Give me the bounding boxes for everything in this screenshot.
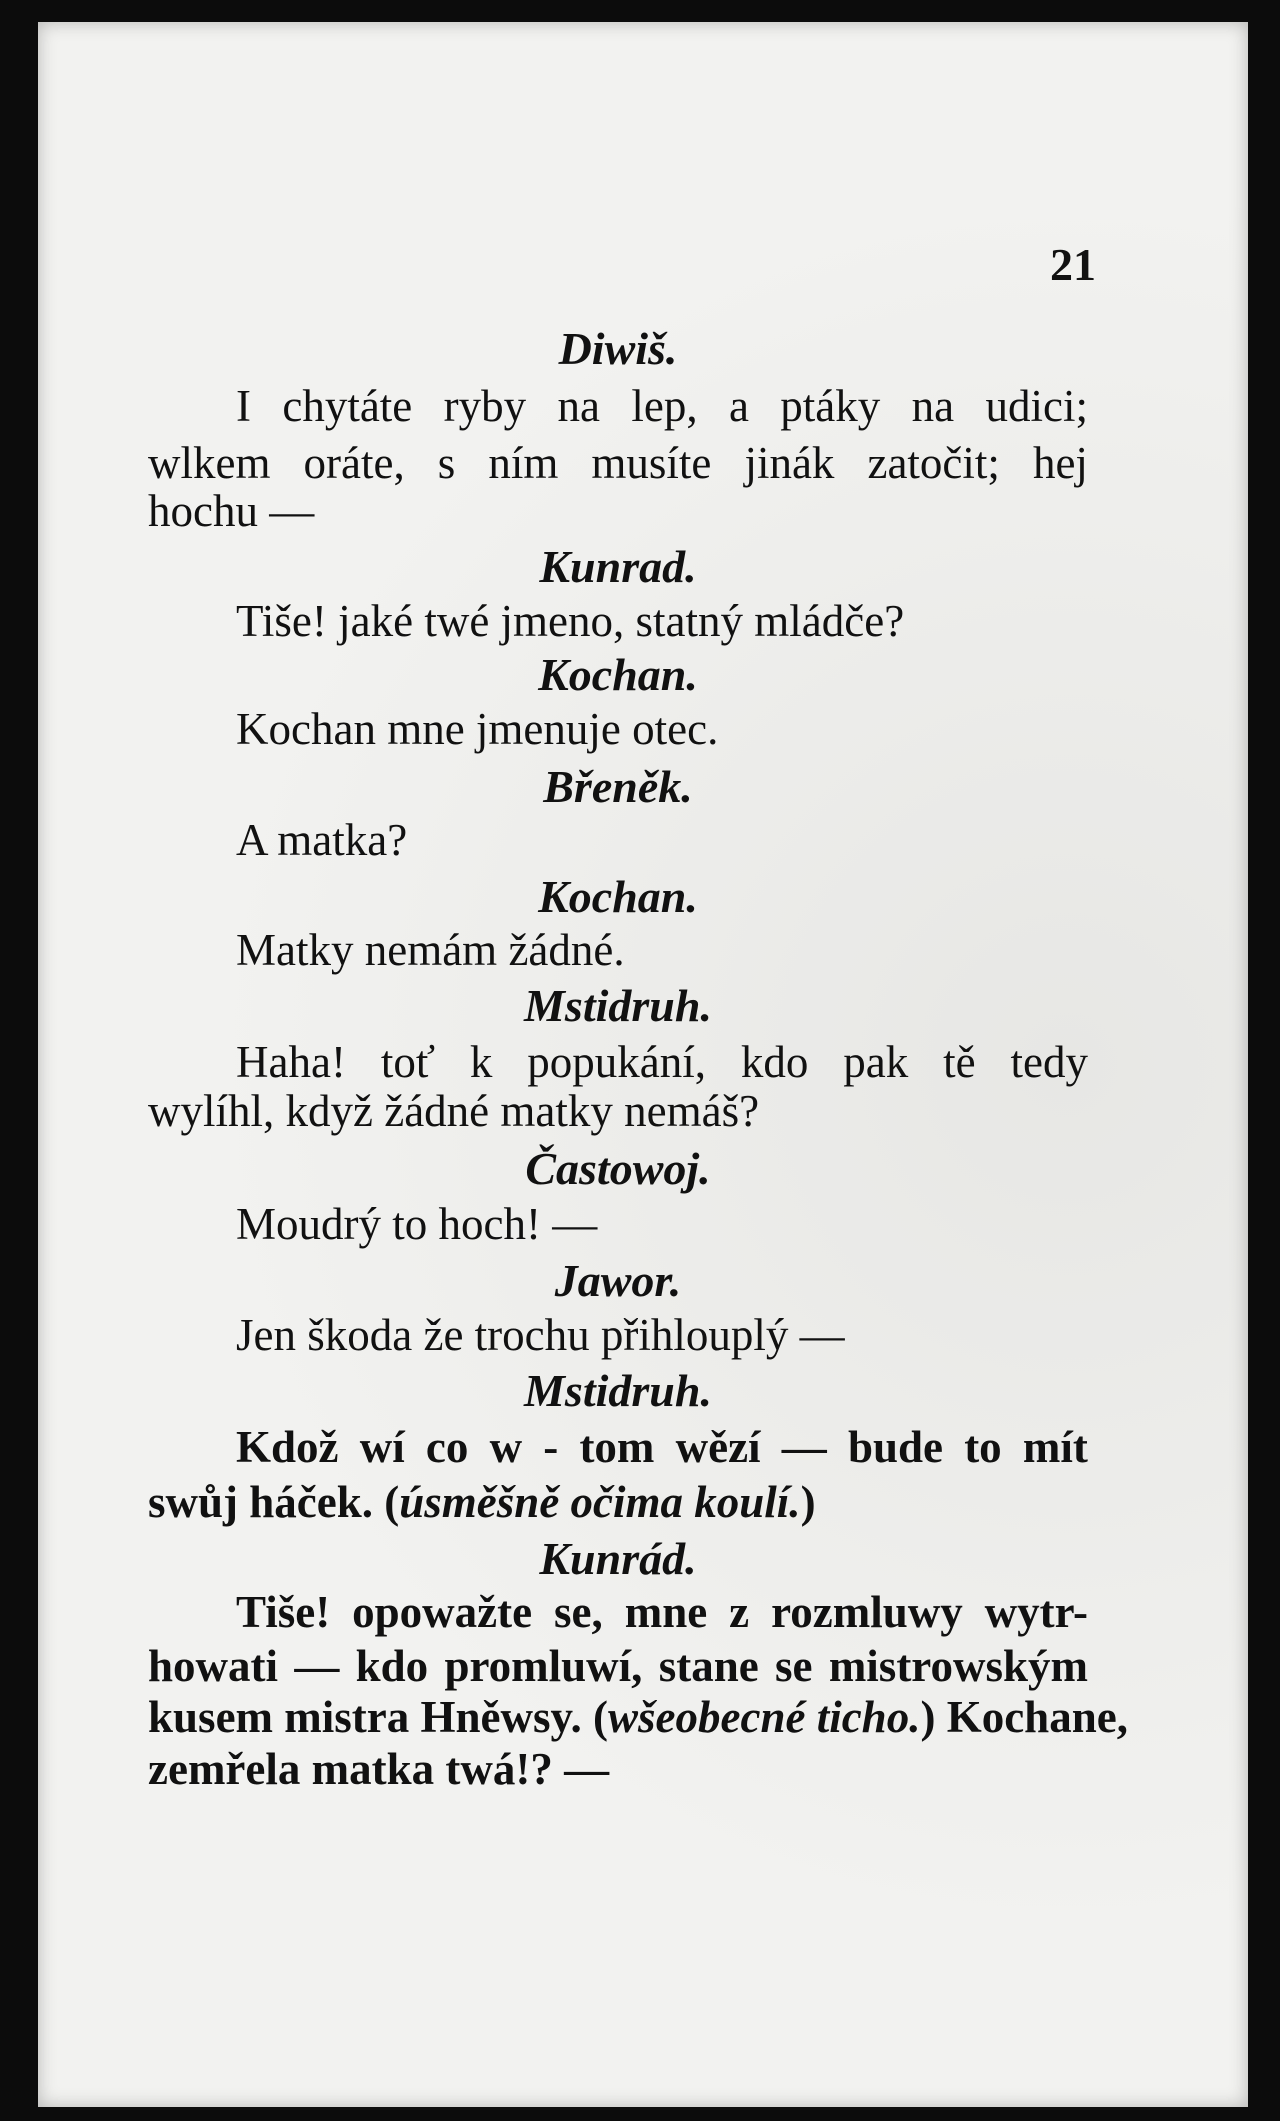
line-kochan-1: Kochan mne jmenuje otec.: [236, 704, 719, 754]
word: toť: [380, 1037, 436, 1087]
word: wytr-: [984, 1587, 1088, 1637]
word: musíte: [591, 438, 712, 488]
speaker-mstidruh: Mstidruh.: [524, 980, 712, 1031]
word: opowažte: [352, 1587, 533, 1637]
word: kdo: [355, 1641, 429, 1691]
word: ním: [488, 438, 559, 488]
word: w: [489, 1422, 523, 1472]
speaker-jawor: Jawor.: [554, 1255, 682, 1306]
line-diwis-2: [148, 438, 1088, 488]
word: tedy: [1010, 1037, 1088, 1087]
word: oráte,: [303, 438, 405, 488]
word: Kdož: [236, 1422, 339, 1472]
line-mstidruh-1: [236, 1037, 1088, 1087]
speaker-kunrad: Kunrád.: [539, 1533, 697, 1584]
word: a: [728, 381, 749, 431]
word: na: [557, 381, 600, 431]
speaker-kochan: Kochan.: [538, 871, 698, 922]
speaker-castowoj: Častowoj.: [525, 1143, 711, 1194]
word: promluwí,: [444, 1641, 643, 1691]
word: wí: [359, 1422, 405, 1472]
word: popukání,: [527, 1037, 707, 1087]
word: howati: [148, 1641, 279, 1691]
word: wězí: [675, 1422, 761, 1472]
word: kdo: [740, 1037, 809, 1087]
word: mne: [624, 1587, 708, 1637]
word: k: [469, 1037, 493, 1087]
word: Haha!: [236, 1037, 346, 1087]
stage-direction: úsměšně očima koulí.: [399, 1477, 801, 1527]
word: se: [775, 1641, 813, 1691]
line-jawor-1: Jen škoda že trochu přihlouplý —: [236, 1310, 845, 1360]
page-number: 21: [1050, 239, 1096, 290]
line-kunrad2-4: zemřela matka twá!? —: [148, 1744, 610, 1794]
word: ptáky: [780, 381, 881, 431]
word: s: [437, 438, 456, 488]
word: jinák: [744, 438, 835, 488]
line-diwis-3: hochu —: [148, 486, 315, 536]
word: se,: [554, 1587, 603, 1637]
word: mistrowským: [828, 1641, 1088, 1691]
word: stane: [658, 1641, 759, 1691]
word: udici;: [985, 381, 1088, 431]
word: rozmluwy: [771, 1587, 963, 1637]
word: -: [543, 1422, 559, 1472]
word: zatočit;: [867, 438, 1000, 488]
line-mstidruh-2: wylíhl, když žádné matky nemáš?: [148, 1086, 760, 1136]
line-kunrad2-3: kusem mistra Hněwsy. (wšeobecné ticho.) Kochane,: [148, 1692, 1128, 1742]
word: na: [911, 381, 955, 431]
word: hej: [1032, 438, 1088, 488]
line-kochan-2: Matky nemám žádné.: [236, 925, 625, 975]
line-brenek-1: A matka?: [236, 815, 408, 865]
word: wlkem: [148, 438, 271, 488]
speaker-brenek: Břeněk.: [543, 761, 693, 812]
line-kunrad2-1: [236, 1587, 1088, 1637]
line-castowoj-1: Moudrý to hoch! —: [236, 1199, 598, 1249]
word: chytáte: [282, 381, 413, 431]
line-mstidruh2-2: swůj háček. (úsměšně očima koulí.): [148, 1477, 816, 1527]
line-kunrad-1: Tiše! jaké twé jmeno, statný mládče?: [236, 596, 905, 646]
word: mít: [1022, 1422, 1088, 1472]
word: co: [425, 1422, 469, 1472]
speaker-mstidruh: Mstidruh.: [524, 1365, 712, 1416]
line-mstidruh2-1: [236, 1422, 1088, 1472]
word: bude: [847, 1422, 943, 1472]
word: lep,: [631, 381, 698, 431]
stage-direction: wšeobecné ticho.: [608, 1692, 921, 1742]
word: tě: [943, 1037, 976, 1087]
line-diwis-1: [236, 381, 1088, 431]
speaker-kochan: Kochan.: [538, 649, 698, 700]
word: ryby: [443, 381, 527, 431]
word: tom: [579, 1422, 655, 1472]
word: pak: [843, 1037, 909, 1087]
word: —: [294, 1641, 340, 1691]
word: —: [781, 1422, 827, 1472]
word: to: [964, 1422, 1002, 1472]
book-page: [38, 22, 1248, 2107]
word: z: [729, 1587, 750, 1637]
word: I: [236, 381, 251, 431]
word: Tiše!: [236, 1587, 331, 1637]
line-kunrad2-2: [148, 1641, 1088, 1691]
speaker-kunrad: Kunrad.: [539, 541, 697, 592]
speaker-diwis: Diwiš.: [558, 323, 678, 374]
